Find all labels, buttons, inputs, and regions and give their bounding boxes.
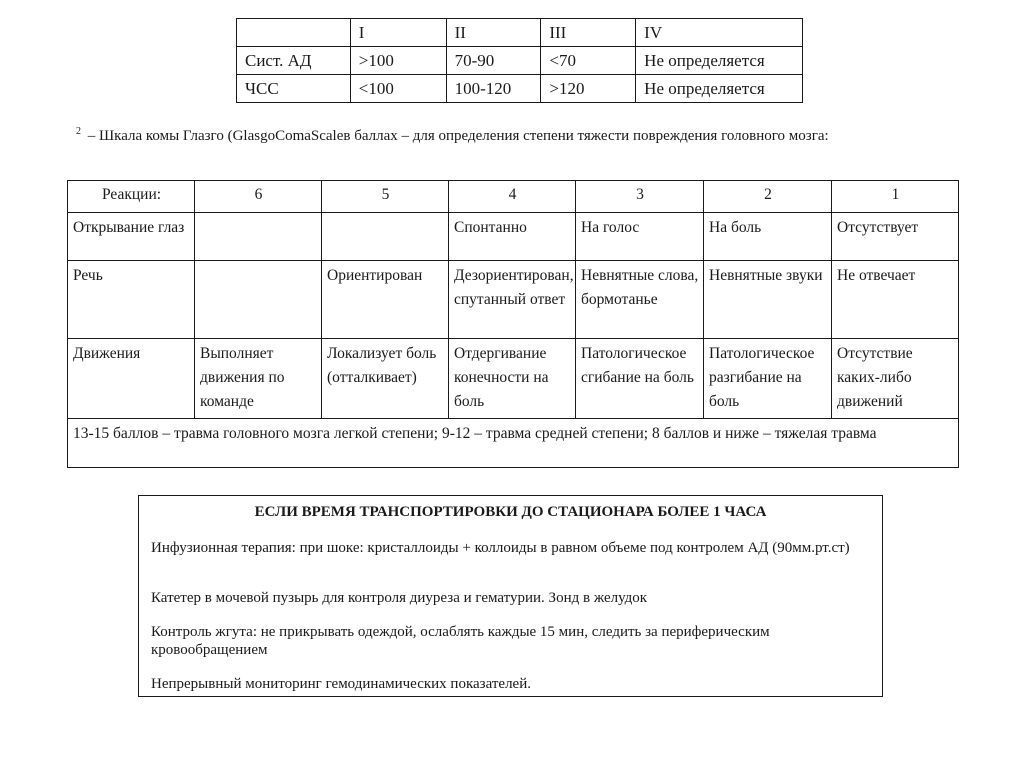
shock-header-cell: I <box>350 19 446 47</box>
box-item-catheter: Катетер в мочевой пузырь для контроля диуреза и гематурии. Зонд в желудок <box>151 590 648 606</box>
gcs-cell: На голос <box>576 213 704 261</box>
gcs-cell: Отсутствует <box>832 213 959 261</box>
gcs-cell: Невнятные слова, бормотанье <box>576 261 704 339</box>
shock-cell: Сист. АД <box>237 47 351 75</box>
shock-header-cell: IV <box>636 19 803 47</box>
shock-cell: Не определяется <box>636 75 803 103</box>
gcs-cell: Отдергивание конечности на боль <box>449 339 576 419</box>
shock-cell: >120 <box>541 75 636 103</box>
shock-header-cell <box>237 19 351 47</box>
footnote-text: – Шкала комы Глазго (GlasgoComaScaleв баллах – для определения степени тяжести повреждения головного мозга: <box>84 128 829 144</box>
gcs-cell <box>195 261 322 339</box>
gcs-cell: Спонтанно <box>449 213 576 261</box>
shock-table-row <box>237 47 803 75</box>
gcs-cell: Открывание глаз <box>68 213 195 261</box>
shock-cell: Не определяется <box>636 47 803 75</box>
gcs-header-cell: 1 <box>832 181 959 213</box>
shock-header-cell: II <box>446 19 541 47</box>
gcs-cell: Дезориентирован, спутанный ответ <box>449 261 576 339</box>
gcs-row-motor <box>68 339 959 419</box>
shock-header-cell: III <box>541 19 636 47</box>
shock-cell: >100 <box>350 47 446 75</box>
shock-cell: 100-120 <box>446 75 541 103</box>
gcs-cell <box>322 213 449 261</box>
transport-recommendations-box <box>138 495 883 697</box>
gcs-cell: На боль <box>704 213 832 261</box>
footnote-marker: 2 <box>76 126 81 137</box>
box-title: ЕСЛИ ВРЕМЯ ТРАНСПОРТИРОВКИ ДО СТАЦИОНАРА БОЛЕЕ 1 ЧАСА <box>254 504 767 520</box>
box-item-tourniquet: Контроль жгута: не прикрывать одеждой, ослаблять каждые 15 мин, следить за периферическим кровообращением <box>151 624 770 658</box>
gcs-cell: Локализует боль (отталкивает) <box>322 339 449 419</box>
gcs-row-speech <box>68 261 959 339</box>
gcs-cell: Невнятные звуки <box>704 261 832 339</box>
gcs-header-cell: 6 <box>195 181 322 213</box>
gcs-header-cell: 4 <box>449 181 576 213</box>
gcs-scoring-note: 13-15 баллов – травма головного мозга легкой степени; 9-12 – травма средней степени; 8 баллов и ниже – тяжелая травма <box>68 419 959 468</box>
gcs-row-note <box>68 419 959 468</box>
gcs-row-eye-opening <box>68 213 959 261</box>
gcs-cell: Речь <box>68 261 195 339</box>
gcs-header-row <box>68 181 959 213</box>
gcs-header-cell: Реакции: <box>68 181 195 213</box>
gcs-cell: Движения <box>68 339 195 419</box>
box-item-monitoring: Непрерывный мониторинг гемодинамических показателей. <box>151 676 531 692</box>
shock-stage-table <box>236 18 803 103</box>
gcs-cell: Выполняет движения по команде <box>195 339 322 419</box>
gcs-cell: Патологическое сгибание на боль <box>576 339 704 419</box>
gcs-cell <box>195 213 322 261</box>
box-item-infusion: Инфузионная терапия: при шоке: кристаллоиды + коллоиды в равном объеме под контролем АД (90мм.рт.ст) <box>151 540 850 556</box>
gcs-cell: Не отвечает <box>832 261 959 339</box>
gcs-header-cell: 3 <box>576 181 704 213</box>
shock-table-header-row <box>237 19 803 47</box>
gcs-header-cell: 5 <box>322 181 449 213</box>
shock-cell: <70 <box>541 47 636 75</box>
glasgow-coma-scale-table <box>67 180 959 468</box>
gcs-cell: Отсутствие каких-либо движений <box>832 339 959 419</box>
gcs-cell: Ориентирован <box>322 261 449 339</box>
gcs-header-cell: 2 <box>704 181 832 213</box>
shock-table-row <box>237 75 803 103</box>
gcs-cell: Патологическое разгибание на боль <box>704 339 832 419</box>
footnote <box>76 126 829 145</box>
shock-cell: 70-90 <box>446 47 541 75</box>
shock-cell: <100 <box>350 75 446 103</box>
shock-cell: ЧСС <box>237 75 351 103</box>
